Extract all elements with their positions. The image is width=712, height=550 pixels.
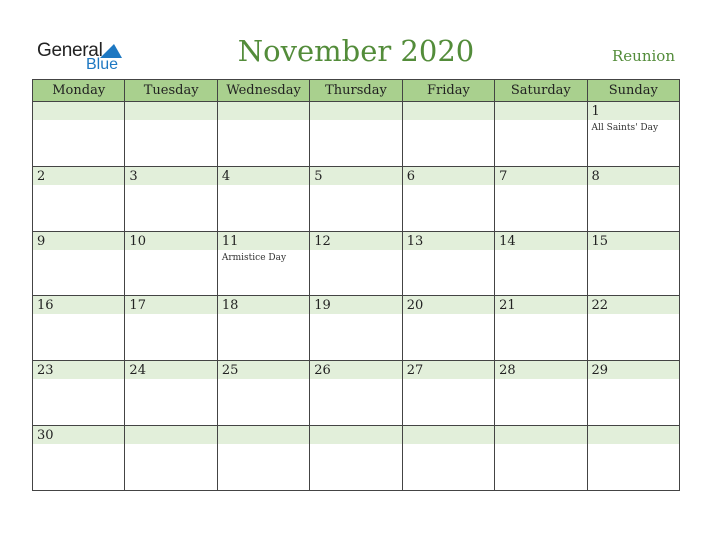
day-number: 2 <box>37 168 46 184</box>
month-calendar <box>32 79 680 491</box>
weekday-header: Thursday <box>310 80 402 102</box>
day-cell <box>402 102 494 167</box>
day-number: 21 <box>499 298 516 314</box>
day-header-band <box>310 426 401 444</box>
day-header-band <box>495 426 586 444</box>
day-cell <box>402 361 494 426</box>
day-number: 13 <box>406 233 424 249</box>
day-cell <box>33 231 125 296</box>
week-row <box>33 102 680 167</box>
day-number: 14 <box>499 233 516 249</box>
day-number: 22 <box>591 298 609 314</box>
day-cell <box>217 166 309 231</box>
day-header-band <box>495 167 586 185</box>
day-cell <box>495 361 587 426</box>
day-cell <box>587 166 679 231</box>
day-header-band <box>125 102 216 120</box>
day-header-band <box>125 426 216 444</box>
day-cell <box>33 296 125 361</box>
day-number: 29 <box>591 363 609 379</box>
day-number: 30 <box>37 428 54 444</box>
weekday-header: Tuesday <box>125 80 217 102</box>
day-number: 16 <box>37 298 54 314</box>
day-header-band <box>588 102 679 120</box>
day-cell <box>217 426 309 491</box>
day-number: 6 <box>406 168 415 184</box>
holiday-label: Armistice Day <box>221 252 287 263</box>
logo-text-blue: Blue <box>86 56 119 73</box>
day-number: 8 <box>591 168 600 184</box>
day-cell <box>217 102 309 167</box>
day-cell <box>33 166 125 231</box>
day-cell <box>587 361 679 426</box>
day-header-band <box>310 102 401 120</box>
day-number: 9 <box>37 233 46 249</box>
day-header-band <box>33 102 124 120</box>
week-row <box>33 231 680 296</box>
day-cell <box>310 361 402 426</box>
day-cell <box>495 426 587 491</box>
day-number: 23 <box>37 363 54 379</box>
day-header-band <box>33 232 124 250</box>
day-cell <box>587 231 679 296</box>
day-header-band <box>588 167 679 185</box>
day-header-band <box>218 167 309 185</box>
weekday-header: Friday <box>402 80 494 102</box>
day-number: 26 <box>314 363 331 379</box>
day-number: 27 <box>406 363 424 379</box>
day-cell <box>495 102 587 167</box>
logo-text-general: General <box>37 40 103 61</box>
day-cell <box>33 426 125 491</box>
day-cell <box>217 361 309 426</box>
week-row <box>33 426 680 491</box>
day-cell <box>125 426 217 491</box>
day-cell <box>33 102 125 167</box>
day-number: 3 <box>129 168 138 184</box>
day-number: 20 <box>406 298 424 314</box>
day-header-band <box>588 426 679 444</box>
day-number: 4 <box>221 168 231 184</box>
week-row <box>33 361 680 426</box>
day-number: 24 <box>129 363 146 379</box>
weekday-header: Saturday <box>495 80 587 102</box>
day-cell <box>587 426 679 491</box>
day-header-band <box>403 167 494 185</box>
day-number: 10 <box>129 233 146 249</box>
day-header-band <box>495 102 586 120</box>
day-number: 12 <box>314 233 331 249</box>
day-cell <box>310 102 402 167</box>
day-header-band <box>310 167 401 185</box>
day-cell <box>310 166 402 231</box>
day-cell <box>33 361 125 426</box>
week-row <box>33 166 680 231</box>
day-cell <box>310 426 402 491</box>
day-cell <box>310 296 402 361</box>
day-header-band <box>218 102 309 120</box>
day-cell <box>217 231 309 296</box>
day-header-band <box>403 102 494 120</box>
day-cell <box>402 231 494 296</box>
day-header-band <box>33 167 124 185</box>
day-cell <box>125 231 217 296</box>
day-number: 25 <box>221 363 239 379</box>
day-cell <box>587 102 679 167</box>
day-cell <box>495 231 587 296</box>
day-number: 18 <box>221 298 239 314</box>
day-cell <box>125 296 217 361</box>
day-cell <box>125 166 217 231</box>
day-cell <box>402 426 494 491</box>
day-header-band <box>125 167 216 185</box>
day-number: 17 <box>129 298 146 314</box>
holiday-label: All Saints' Day <box>591 123 659 133</box>
day-header-band <box>218 426 309 444</box>
day-number: 28 <box>499 363 516 379</box>
weekday-header-row <box>33 80 680 102</box>
day-number: 11 <box>221 233 239 249</box>
day-cell <box>495 296 587 361</box>
day-number: 7 <box>499 168 508 184</box>
day-cell <box>402 166 494 231</box>
day-cell <box>125 361 217 426</box>
day-cell <box>217 296 309 361</box>
day-header-band <box>403 426 494 444</box>
day-number: 15 <box>591 233 609 249</box>
region-label: Reunion <box>612 47 675 65</box>
day-cell <box>587 296 679 361</box>
day-cell <box>402 296 494 361</box>
calendar-title: November 2020 <box>237 34 475 68</box>
day-number: 19 <box>314 298 331 314</box>
day-number: 1 <box>591 104 600 119</box>
day-number: 5 <box>314 168 323 184</box>
weekday-header: Monday <box>33 80 125 102</box>
week-row <box>33 296 680 361</box>
day-cell <box>495 166 587 231</box>
day-cell <box>125 102 217 167</box>
weekday-header: Wednesday <box>217 80 309 102</box>
day-cell <box>310 231 402 296</box>
weekday-header: Sunday <box>587 80 679 102</box>
